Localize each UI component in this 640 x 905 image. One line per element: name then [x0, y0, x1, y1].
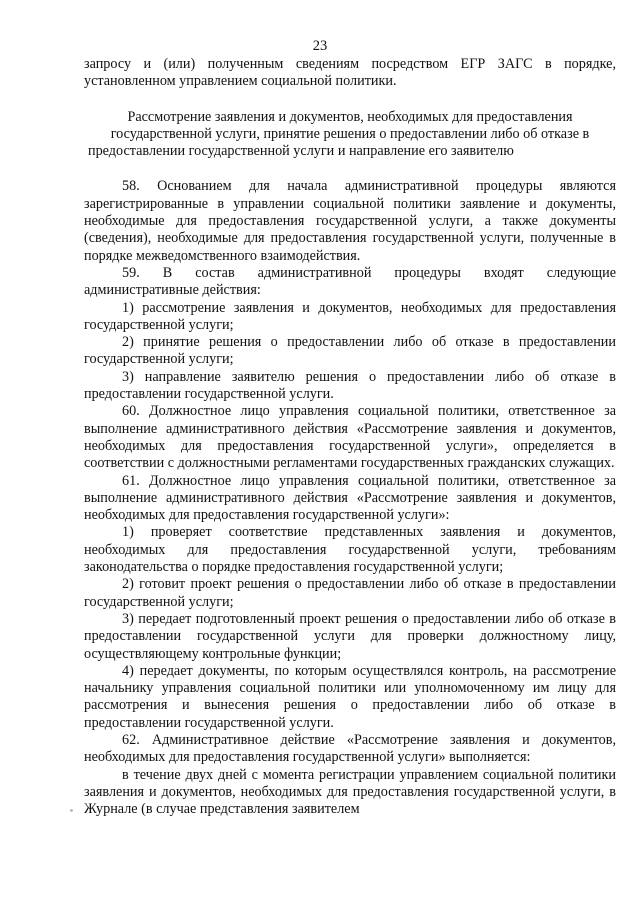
list-item-61-2: 2) готовит проект решения о предоставлении либо об отказе в предоставлении государственной услуги;: [84, 576, 616, 610]
paragraph-60: 60. Должностное лицо управления социальной политики, ответственное за выполнение административного действия «Рассмотрение заявления и документов, необходимых для предоставления государственной услуги», определяется в соответствии с должностными регламентами государственных гражданских служащих.: [84, 403, 616, 472]
list-item-59-2: 2) принятие решения о предоставлении либо об отказе в предоставлении государственной услуги;: [84, 334, 616, 368]
list-item-59-3: 3) направление заявителю решения о предоставлении либо об отказе в предоставлении государственной услуги.: [84, 368, 616, 403]
list-item-61-1: 1) проверяет соответствие представленных заявления и документов, необходимых для предоставления государственной услуги, требованиям законодательства о порядке предоставления государственной услуги;: [84, 524, 616, 576]
scan-dot-mark: [70, 809, 73, 812]
paragraph-59: 59. В состав административной процедуры входят следующие административные действия:: [84, 264, 616, 299]
section-heading: Рассмотрение заявления и документов, необходимых для предоставления государственной услуги, принятие решения о предоставлении либо об отказе в предоставлении государственной услуги и направление его заявителю: [88, 108, 590, 160]
paragraph-62-detail: в течение двух дней с момента регистрации управлением социальной политики заявления и документов, необходимых для предоставления государственной услуги, в Журнале (в случае представления заявителем: [84, 766, 616, 818]
list-item-61-4: 4) передает документы, по которым осуществлялся контроль, на рассмотрение начальнику управления социальной политики или уполномоченному им лицу для рассмотрения и вынесения решения о предоставлении либо об отказе в предоставлении государственной услуги.: [84, 662, 616, 731]
list-item-61-3: 3) передает подготовленный проект решения о предоставлении либо об отказе в предоставлении государственной услуги для проверки должностному лицу, осуществляющему контрольные функции;: [84, 610, 616, 662]
paragraph-61: 61. Должностное лицо управления социальной политики, ответственное за выполнение административного действия «Рассмотрение заявления и документов, необходимых для предоставления государственной услуги»:: [84, 472, 616, 524]
list-item-59-1: 1) рассмотрение заявления и документов, необходимых для предоставления государственной услуги;: [84, 299, 616, 333]
document-body: [84, 56, 616, 818]
paragraph-62: 62. Административное действие «Рассмотрение заявления и документов, необходимых для предоставления государственной услуги» выполняется:: [84, 731, 616, 766]
paragraph-58: 58. Основанием для начала административной процедуры являются зарегистрированные в управлении социальной политики заявление и документы, необходимые для предоставления государственной услуги, а также документы (сведения), необходимые для предоставления государственной услуги, полученные в порядке межведомственного взаимодействия.: [84, 178, 616, 264]
page-number: 23: [312, 38, 328, 54]
paragraph-continuation: запросу и (или) полученным сведениям посредством ЕГР ЗАГС в порядке, установленном управлением социальной политики.: [84, 56, 616, 90]
